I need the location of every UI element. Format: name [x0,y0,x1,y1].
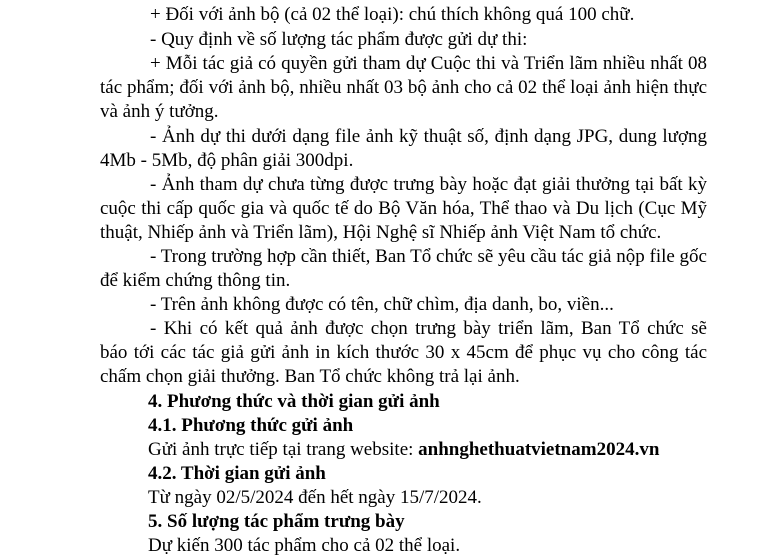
text-line: - Trong trường hợp cần thiết, Ban Tổ chức sẽ yêu cầu tác giả nộp file gốc [150,246,707,267]
text-line: báo tới các tác giả gửi ảnh in kích thước 30 x 45cm để phục vụ cho công tác [100,342,707,363]
subsection-heading: 4.1. Phương thức gửi ảnh [148,415,354,436]
subsection-heading: 4.2. Thời gian gửi ảnh [148,463,326,484]
text-line: - Ảnh dự thi dưới dạng file ảnh kỹ thuật số, định dạng JPG, dung lượng [150,126,707,147]
text-line: thuật, Nhiếp ảnh và Triển lãm), Hội Nghệ sĩ Nhiếp ảnh Việt Nam tổ chức. [100,222,662,243]
text-line: 4Mb - 5Mb, độ phân giải 300dpi. [100,150,354,171]
section-heading: 5. Số lượng tác phẩm trưng bày [148,511,405,532]
text-line: và ảnh ý tưởng. [100,101,219,122]
website-address: anhnghethuatvietnam2024.vn [418,439,660,460]
text-line: - Khi có kết quả ảnh được chọn trưng bày triển lãm, Ban Tổ chức sẽ [150,318,707,339]
text-line: - Trên ảnh không được có tên, chữ chìm, địa danh, bo, viền... [150,294,614,315]
website-paragraph [148,438,659,462]
website-intro-text: Gửi ảnh trực tiếp tại trang website: [148,439,419,460]
text-line: chấm chọn giải thưởng. Ban Tổ chức không trả lại ảnh. [100,366,520,387]
text-line: - Ảnh tham dự chưa từng được trưng bày hoặc đạt giải thưởng tại bất kỳ [150,174,707,195]
text-line: tác phẩm; đối với ảnh bộ, nhiều nhất 03 bộ ảnh cho cả 02 thể loại ảnh hiện thực [100,77,707,98]
text-line: để kiểm chứng thông tin. [100,270,291,291]
exhibit-count-text: Dự kiến 300 tác phẩm cho cả 02 thể loại. [148,535,461,556]
text-line: + Đối với ảnh bộ (cả 02 thể loại): chú thích không quá 100 chữ. [150,4,635,25]
section-heading: 4. Phương thức và thời gian gửi ảnh [148,391,440,412]
text-line: cuộc thi cấp quốc gia và quốc tế do Bộ Văn hóa, Thể thao và Du lịch (Cục Mỹ [100,198,707,219]
date-range-text: Từ ngày 02/5/2024 đến hết ngày 15/7/2024. [148,487,482,508]
text-line: - Quy định về số lượng tác phẩm được gửi dự thi: [150,29,528,50]
text-line: + Mỗi tác giả có quyền gửi tham dự Cuộc thi và Triển lãm nhiều nhất 08 [150,53,707,74]
